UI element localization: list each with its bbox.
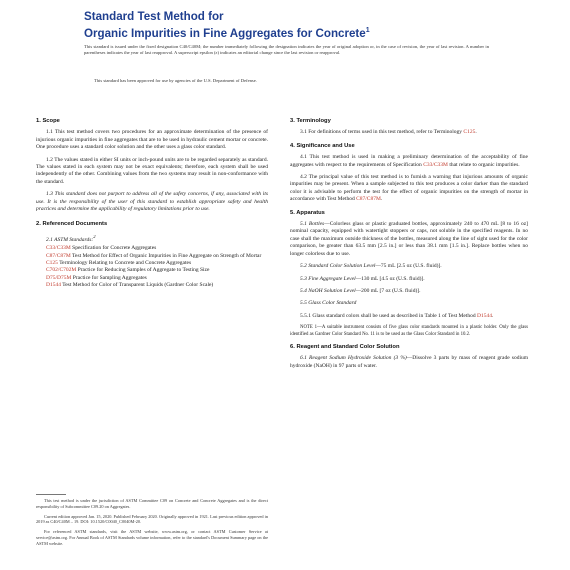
section-heading-scope: 1. Scope bbox=[36, 118, 60, 124]
paragraph-3-1 bbox=[290, 129, 528, 136]
paragraph-1-3: 1.3 This standard does not purport to address all of the safety concerns, if any, associated with its use. It is the responsibility of the user of this standard to establish appropriate safety and health practices and determine the applicability of regulatory limitations prior to use. bbox=[36, 191, 268, 213]
dod-approval-note: This standard has been approved for use by agencies of the U.S. Department of Defense. bbox=[94, 78, 257, 83]
reference-item bbox=[46, 253, 268, 260]
section-heading-referenced-documents: 2. Referenced Documents bbox=[36, 221, 108, 228]
link-d1544[interactable]: D1544 bbox=[476, 312, 492, 319]
section-heading-reagents: 6. Reagent and Standard Color Solution bbox=[290, 343, 400, 350]
reference-link[interactable]: C125 bbox=[46, 259, 58, 266]
paragraph-1-2: 1.2 The values stated in either SI units or inch-pound units are to be regarded separately as standard. The values stated in each system may not be exact equivalents; therefore, each system shall be used independently of the other. Combining values from the two systems may result in non-conformance with the standard. bbox=[36, 156, 268, 185]
title-main: Organic Impurities in Fine Aggregates for Concrete bbox=[84, 26, 366, 40]
reference-link[interactable]: C702/C702M bbox=[46, 267, 77, 274]
paragraph-5-3-label: 5.3 Fine Aggregate Level bbox=[300, 275, 356, 282]
section-heading-terminology: 3. Terminology bbox=[290, 118, 331, 124]
paragraph-6-1 bbox=[290, 355, 528, 370]
paragraph-5-5-label: 5.5 Glass Color Standard bbox=[300, 300, 357, 307]
astm-standards-mark: 2 bbox=[93, 233, 96, 239]
paragraph-5-2-text: —75 mL [2.5 oz (U.S. fluid)]. bbox=[375, 263, 442, 270]
footnote-2: For referenced ASTM standards, visit the ASTM website, www.astm.org, or contact ASTM Customer Service at service@astm.org. For Annual Book of ASTM Standards volume information, refer to the standard's Document Summary page on the ASTM website. bbox=[36, 529, 268, 546]
note-1: NOTE 1—A suitable instrument consists of five glass color standards mounted in a plastic holder. Only the glass identified as Gardner Color Standard No. 11 is to be used as the Glass Color Standard in 10.2. bbox=[290, 325, 528, 337]
link-c33[interactable]: C33/C33M bbox=[423, 161, 448, 168]
paragraph-5-2 bbox=[290, 263, 528, 270]
astm-standards-intro bbox=[36, 233, 268, 244]
reference-list bbox=[46, 245, 268, 289]
paragraph-4-1-end: that relate to organic impurities. bbox=[447, 161, 520, 168]
reference-title: Practice for Reducing Samples of Aggregate to Testing Size bbox=[76, 267, 210, 274]
paragraph-3-1-text: 3.1 For definitions of terms used in this test method, refer to Terminology bbox=[300, 129, 464, 136]
right-column bbox=[290, 118, 528, 570]
paragraph-5-4 bbox=[290, 288, 528, 295]
link-c87[interactable]: C87/C87M bbox=[356, 196, 381, 203]
title-footnote-mark: 1 bbox=[365, 27, 370, 34]
standard-designation-note: This standard is issued under the fixed designation C40/C40M; the number immediately following the designation indicates the year of original adoption or, in the case of revision, the year of last revision. A number in parentheses indicates the year of last reapproval. A superscript epsilon (ε) indicates an editorial change since the last revision or reapproval. bbox=[84, 44, 489, 56]
reference-item bbox=[46, 245, 268, 252]
paragraph-4-1-text: 4.1 This test method is used in making a preliminary determination of the acceptability of fine aggregates with respect to the requirements of Specification bbox=[290, 154, 528, 168]
reference-title: Terminology Relating to Concrete and Concrete Aggregates bbox=[57, 259, 192, 266]
section-heading-significance: 4. Significance and Use bbox=[290, 142, 355, 149]
footnotes bbox=[36, 498, 268, 551]
paragraph-6-1-text: —Dissolve 3 parts by mass of reagent grade sodium hydroxide (NaOH) in 97 parts of water. bbox=[290, 355, 528, 369]
reference-item bbox=[46, 267, 268, 274]
paragraph-5-5-1 bbox=[290, 313, 528, 320]
title-line-1: Standard Test Method for bbox=[84, 10, 224, 23]
paragraph-5-4-text: —200 mL [7 oz (U.S. fluid)]. bbox=[355, 287, 421, 294]
paragraph-5-1-text: —Colorless glass or plastic graduated bottles, approximately 240 to 470 mL [8 to 16 oz] nominal capacity, equipped with watertight stoppers or caps, not soluble in the specified reagents. In no case shall the maximum outside thickness of the bottles, measured along the line of sight used for the color comparison, be greater than 63.5 mm [2.5 in.] or less than 38.1 mm [1.5 in.]. Replace bottles when no longer colorless due to use. bbox=[290, 221, 528, 257]
footnote-1: This test method is under the jurisdiction of ASTM Committee C09 on Concrete and Concrete Aggregates and is the direct responsibility of Subcommittee C09.20 on Aggregates. bbox=[36, 498, 268, 509]
paragraph-6-1-label: 6.1 Reagent Sodium Hydroxide Solution (3 %) bbox=[300, 355, 407, 362]
reference-link[interactable]: D1544 bbox=[46, 282, 61, 289]
paragraph-5-1-label: 5.1 Bottles bbox=[300, 221, 325, 228]
paragraph-5-5 bbox=[290, 300, 528, 307]
reference-title: Test Method for Effect of Organic Impurities in Fine Aggregate on Strength of Mortar bbox=[70, 252, 262, 259]
paragraph-3-1-end: . bbox=[475, 129, 477, 136]
title-line-2 bbox=[84, 24, 524, 41]
left-column bbox=[36, 118, 268, 493]
paragraph-4-2-end: . bbox=[380, 196, 383, 203]
reference-title: Test Method for Color of Transparent Liquids (Gardner Color Scale) bbox=[60, 282, 214, 289]
paragraph-1-1: 1.1 This test method covers two procedures for an approximate determination of the presence of injurious organic impurities in fine aggregates that are to be used in hydraulic cement mortar or concrete. One procedure uses a standard color solution and the other uses a glass color standard. bbox=[36, 129, 268, 151]
paragraph-5-5-1-text: 5.5.1 Glass standard colors shall be used as described in Table 1 of Test Method bbox=[300, 312, 477, 319]
paragraph-5-4-label: 5.4 NaOH Solution Level bbox=[300, 287, 356, 294]
paragraph-5-3 bbox=[290, 276, 528, 283]
paragraph-4-1 bbox=[290, 154, 528, 169]
footnote-1-edition: Current edition approved Jan. 15, 2020. Published February 2020. Originally approved in 1921. Last previous edition approved in 2019 as C40/C40M – 19. DOI: 10.1520/C0040_C0040M-20. bbox=[36, 513, 268, 525]
astm-standards-label: 2.1 ASTM Standards: bbox=[46, 236, 94, 243]
paragraph-5-3-text: —130 mL [4.5 oz (U.S. fluid)]. bbox=[355, 275, 425, 282]
reference-title: Specification for Concrete Aggregates bbox=[70, 245, 157, 252]
reference-link[interactable]: D75/D75M bbox=[46, 274, 72, 281]
reference-title: Practice for Sampling Aggregates bbox=[71, 274, 147, 281]
title-block bbox=[84, 10, 524, 41]
reference-link[interactable]: C33/C33M bbox=[46, 245, 71, 252]
section-heading-apparatus: 5. Apparatus bbox=[290, 209, 325, 216]
footnote-rule bbox=[36, 494, 66, 495]
paragraph-5-5-1-end: . bbox=[491, 312, 494, 319]
paragraph-5-1 bbox=[290, 221, 528, 258]
reference-item bbox=[46, 282, 268, 289]
paragraph-4-2-text: 4.2 The principal value of this test method is to furnish a warning that injurious amounts of organic impurities may be present. When a sample subjected to this test produces a color darker than the standard color it is advisable to perform the test for the effect of organic impurities on the strength of mortar in accordance with Test Method bbox=[290, 174, 528, 203]
paragraph-4-2 bbox=[290, 174, 528, 204]
reference-link[interactable]: C87/C87M bbox=[46, 252, 71, 259]
link-c125[interactable]: C125 bbox=[463, 129, 476, 136]
paragraph-5-2-label: 5.2 Standard Color Solution Level bbox=[300, 263, 376, 270]
